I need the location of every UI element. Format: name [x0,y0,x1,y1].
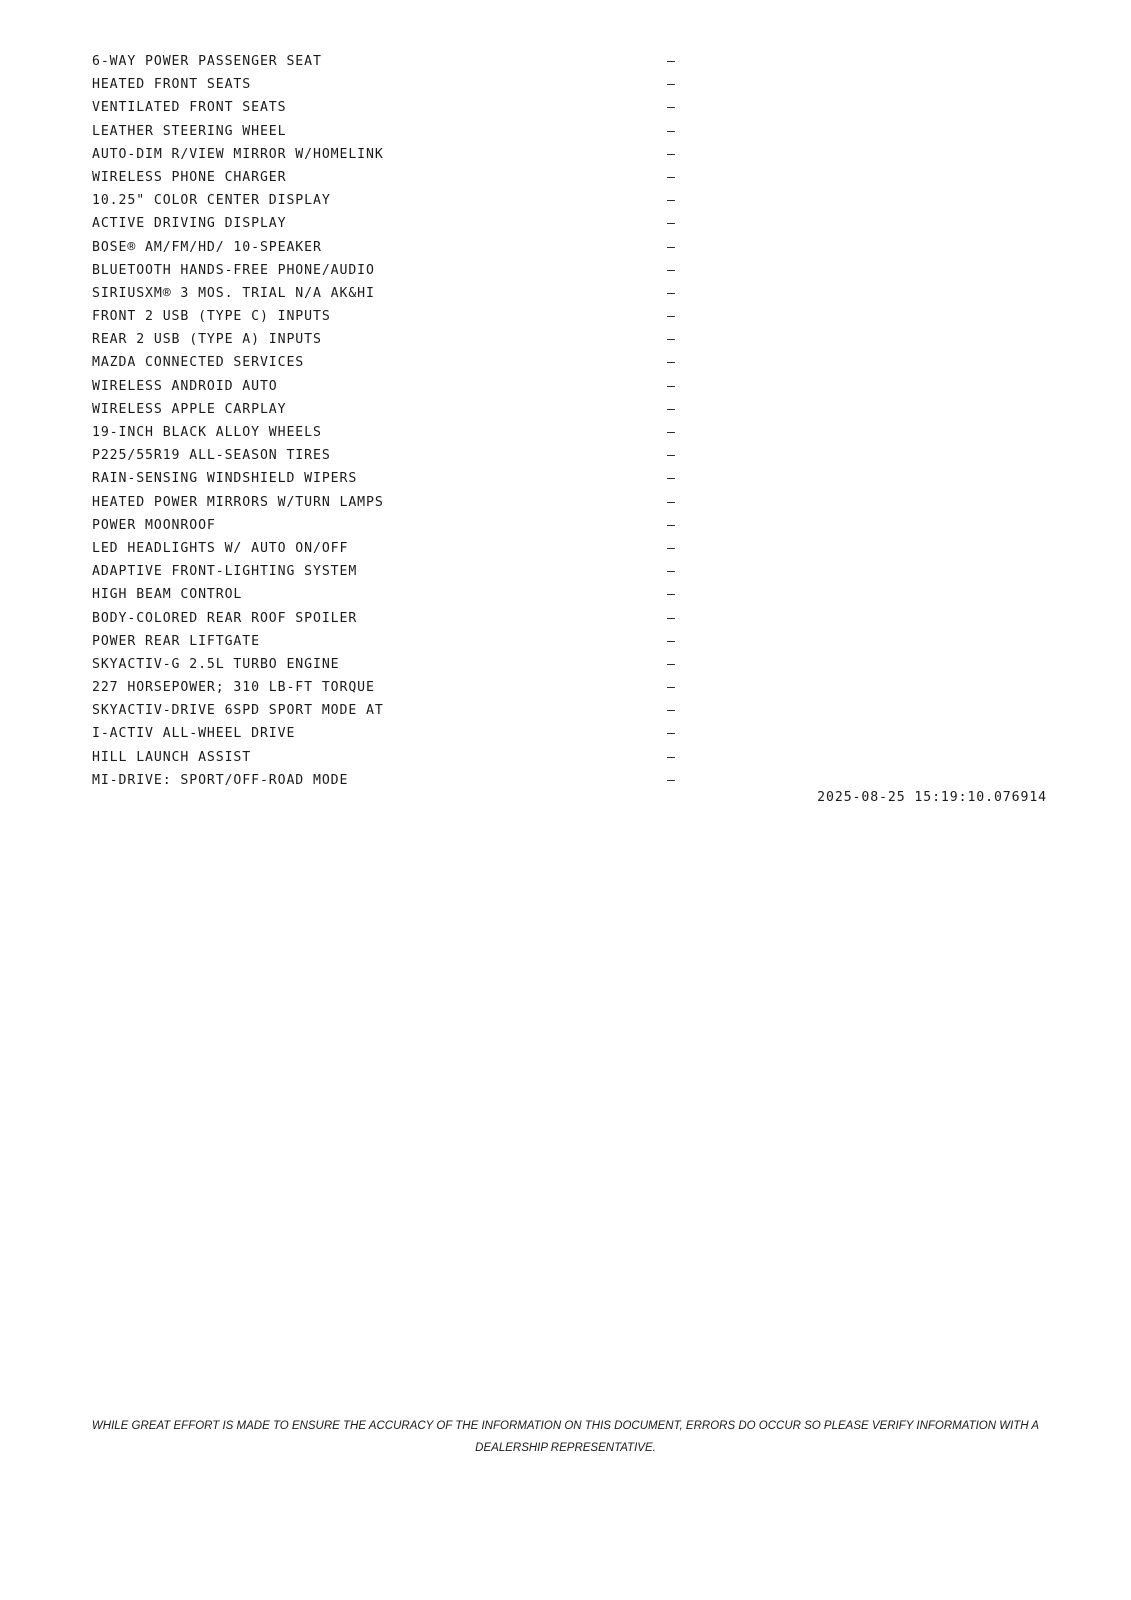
vehicle-feature-list [92,50,692,792]
feature-row [92,560,692,583]
feature-label: HEATED POWER MIRRORS W/TURN LAMPS [92,494,384,510]
disclaimer-line-1: WHILE GREAT EFFORT IS MADE TO ENSURE THE ACCURACY OF THE INFORMATION ON THIS DOCUMENT, ERRORS DO OCCUR SO PLEASE VERIFY INFORMATION WITH A [91,1420,1040,1432]
feature-value: — [667,425,675,440]
feature-value: — [667,193,675,209]
feature-row [92,212,692,235]
feature-value: — [667,401,675,417]
feature-value: — [667,564,675,580]
feature-value: — [667,656,675,672]
feature-row [92,259,692,282]
feature-value: — [667,146,675,162]
feature-value: — [667,749,675,765]
feature-label: HILL LAUNCH ASSIST [92,749,252,765]
feature-label: HEATED FRONT SEATS [92,77,252,93]
feature-row [92,491,692,514]
feature-label: SKYACTIV-DRIVE 6SPD SPORT MODE AT [92,703,384,719]
feature-label: REAR 2 USB (TYPE A) INPUTS [92,332,322,348]
feature-row [92,699,692,722]
feature-label: 19-INCH BLACK ALLOY WHEELS [92,425,322,440]
feature-value: — [667,169,675,185]
feature-label: POWER REAR LIFTGATE [92,633,260,649]
feature-label: WIRELESS APPLE CARPLAY [92,401,287,417]
feature-label: BOSE® AM/FM/HD/ 10-SPEAKER [92,239,322,255]
feature-value: — [667,471,675,487]
document-timestamp: 2025-08-25 15:19:10.076914 [817,790,1047,805]
feature-value: — [667,239,675,255]
feature-value: — [667,517,675,533]
feature-value: — [667,610,675,626]
feature-row [92,50,692,73]
feature-label: HIGH BEAM CONTROL [92,587,243,603]
feature-value: — [667,54,675,69]
feature-value: — [667,494,675,510]
feature-value: — [667,772,675,788]
feature-value: — [667,285,675,301]
feature-label: LED HEADLIGHTS W/ AUTO ON/OFF [92,540,349,556]
feature-row [92,653,692,676]
feature-label: ACTIVE DRIVING DISPLAY [92,216,287,232]
feature-row [92,421,692,444]
feature-value: — [667,332,675,348]
feature-row [92,722,692,745]
feature-row [92,166,692,189]
feature-row [92,282,692,305]
feature-label: LEATHER STEERING WHEEL [92,123,287,139]
feature-row [92,236,692,259]
feature-label: 10.25" COLOR CENTER DISPLAY [92,193,331,209]
feature-label: SKYACTIV-G 2.5L TURBO ENGINE [92,656,340,672]
feature-value: — [667,680,675,696]
disclaimer-line-2: DEALERSHIP REPRESENTATIVE. [475,1442,656,1454]
feature-value: — [667,378,675,394]
feature-label: WIRELESS ANDROID AUTO [92,378,278,394]
feature-value: — [667,123,675,139]
feature-label: AUTO-DIM R/VIEW MIRROR W/HOMELINK [92,146,384,162]
feature-row [92,514,692,537]
feature-value: — [667,77,675,93]
feature-label: SIRIUSXM® 3 MOS. TRIAL N/A AK&HI [92,285,375,301]
feature-label: MAZDA CONNECTED SERVICES [92,355,305,371]
feature-label: P225/55R19 ALL-SEASON TIRES [92,448,331,464]
feature-label: 6-WAY POWER PASSENGER SEAT [92,54,322,69]
feature-row [92,607,692,630]
feature-row [92,630,692,653]
feature-label: BLUETOOTH HANDS-FREE PHONE/AUDIO [92,262,375,278]
feature-value: — [667,587,675,603]
feature-row [92,120,692,143]
feature-row [92,305,692,328]
feature-row [92,746,692,769]
feature-value: — [667,309,675,325]
feature-row [92,328,692,351]
feature-label: ADAPTIVE FRONT-LIGHTING SYSTEM [92,564,358,580]
feature-row [92,96,692,119]
feature-row [92,351,692,374]
feature-row [92,444,692,467]
feature-value: — [667,262,675,278]
feature-label: RAIN-SENSING WINDSHIELD WIPERS [92,471,358,487]
feature-value: — [667,703,675,719]
feature-row [92,375,692,398]
feature-row [92,398,692,421]
feature-value: — [667,540,675,556]
feature-row [92,676,692,699]
feature-value: — [667,726,675,742]
feature-label: VENTILATED FRONT SEATS [92,100,287,116]
feature-label: MI-DRIVE: SPORT/OFF-ROAD MODE [92,772,349,788]
feature-value: — [667,216,675,232]
feature-value: — [667,355,675,371]
feature-label: POWER MOONROOF [92,517,216,533]
feature-value: — [667,448,675,464]
feature-row [92,467,692,490]
feature-row [92,769,692,792]
feature-row [92,537,692,560]
feature-row [92,583,692,606]
feature-row [92,143,692,166]
document-disclaimer [0,1415,1131,1459]
feature-row [92,189,692,212]
feature-label: 227 HORSEPOWER; 310 LB-FT TORQUE [92,680,375,696]
feature-value: — [667,100,675,116]
feature-label: I-ACTIV ALL-WHEEL DRIVE [92,726,296,742]
feature-row [92,73,692,96]
feature-label: WIRELESS PHONE CHARGER [92,169,287,185]
feature-label: FRONT 2 USB (TYPE C) INPUTS [92,309,331,325]
feature-label: BODY-COLORED REAR ROOF SPOILER [92,610,358,626]
feature-value: — [667,633,675,649]
